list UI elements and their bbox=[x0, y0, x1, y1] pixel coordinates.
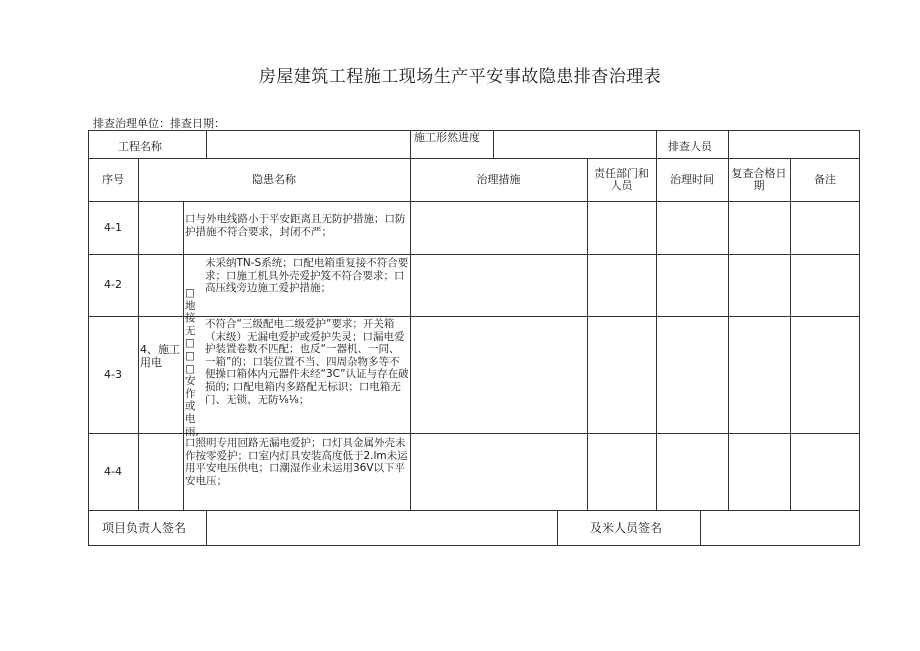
category-label-line2: 用电 bbox=[140, 356, 162, 369]
unit-date-line: 排查治理单位：排查日期： bbox=[93, 117, 225, 130]
col-measures: 治理措施 bbox=[476, 172, 521, 186]
col-dept-line2: 人员 bbox=[610, 179, 633, 192]
row-seq: 4-1 bbox=[104, 220, 122, 234]
hazard-text: 口与外电线路小于平安距离且无防护措施；口防护措施不符合要求，封闭不严； bbox=[185, 213, 406, 238]
sub-category-glyphs: □地接无□□□安作或电雨, bbox=[185, 287, 199, 438]
inspector-label: 排查人员 bbox=[668, 140, 712, 153]
col-time: 治理时间 bbox=[670, 172, 714, 186]
category-label-line1: 4、施工 bbox=[140, 343, 180, 356]
col-dept-line1: 责任部门和 bbox=[594, 166, 649, 180]
row-seq: 4-3 bbox=[104, 367, 122, 381]
hazard-text: 未采纳TN-S系统；口配电箱重复接不符合要求；口施工机具外壳爱护笈不符合要求；口高压线旁边施工爱护措施； bbox=[205, 257, 409, 295]
project-name-label: 工程名称 bbox=[118, 140, 162, 153]
col-dept bbox=[587, 159, 656, 201]
page-title: 房屋建筑工程施工现场生产平安事故隐患排杳治理表 bbox=[258, 67, 662, 87]
col-remark: 备注 bbox=[814, 172, 836, 186]
hazard-text: 不符合“三级配电二级爱护”要求；开关箱（末级）无漏电爱护或爱护失灵；口漏电爱护装置卷数不匹配；也反“一器机、一同、一箱”的；口装位置不当、四周杂物多等不便操口箱体内元器件未经“3C”认证与存在破损的; 口配电箱内多路配无标识；口电箱无门、无锁、无防⅛⅛； bbox=[205, 318, 409, 406]
col-review bbox=[728, 159, 790, 201]
col-hazard: 隐患名称 bbox=[252, 172, 296, 186]
inspector-sign-label: 及米人员签名 bbox=[590, 521, 663, 535]
row-seq: 4-4 bbox=[104, 464, 122, 478]
col-review-line2: 期 bbox=[753, 179, 765, 192]
leader-sign-label: 项目负责人签名 bbox=[102, 521, 187, 535]
hazard-text: 口照明专用回路无漏电爱护；口灯具金属外壳未作按零爱护；口室内灯具安装高度低于2.lm未运用平安电压供电；口潮湿作业未运用36V以下平安电压； bbox=[185, 437, 408, 487]
progress-label: 施工形然进度 bbox=[414, 131, 480, 144]
col-review-line1: 复查合格日 bbox=[731, 166, 787, 180]
col-seq: 序号 bbox=[102, 172, 124, 186]
row-seq: 4-2 bbox=[104, 278, 122, 292]
category-label bbox=[140, 343, 184, 369]
